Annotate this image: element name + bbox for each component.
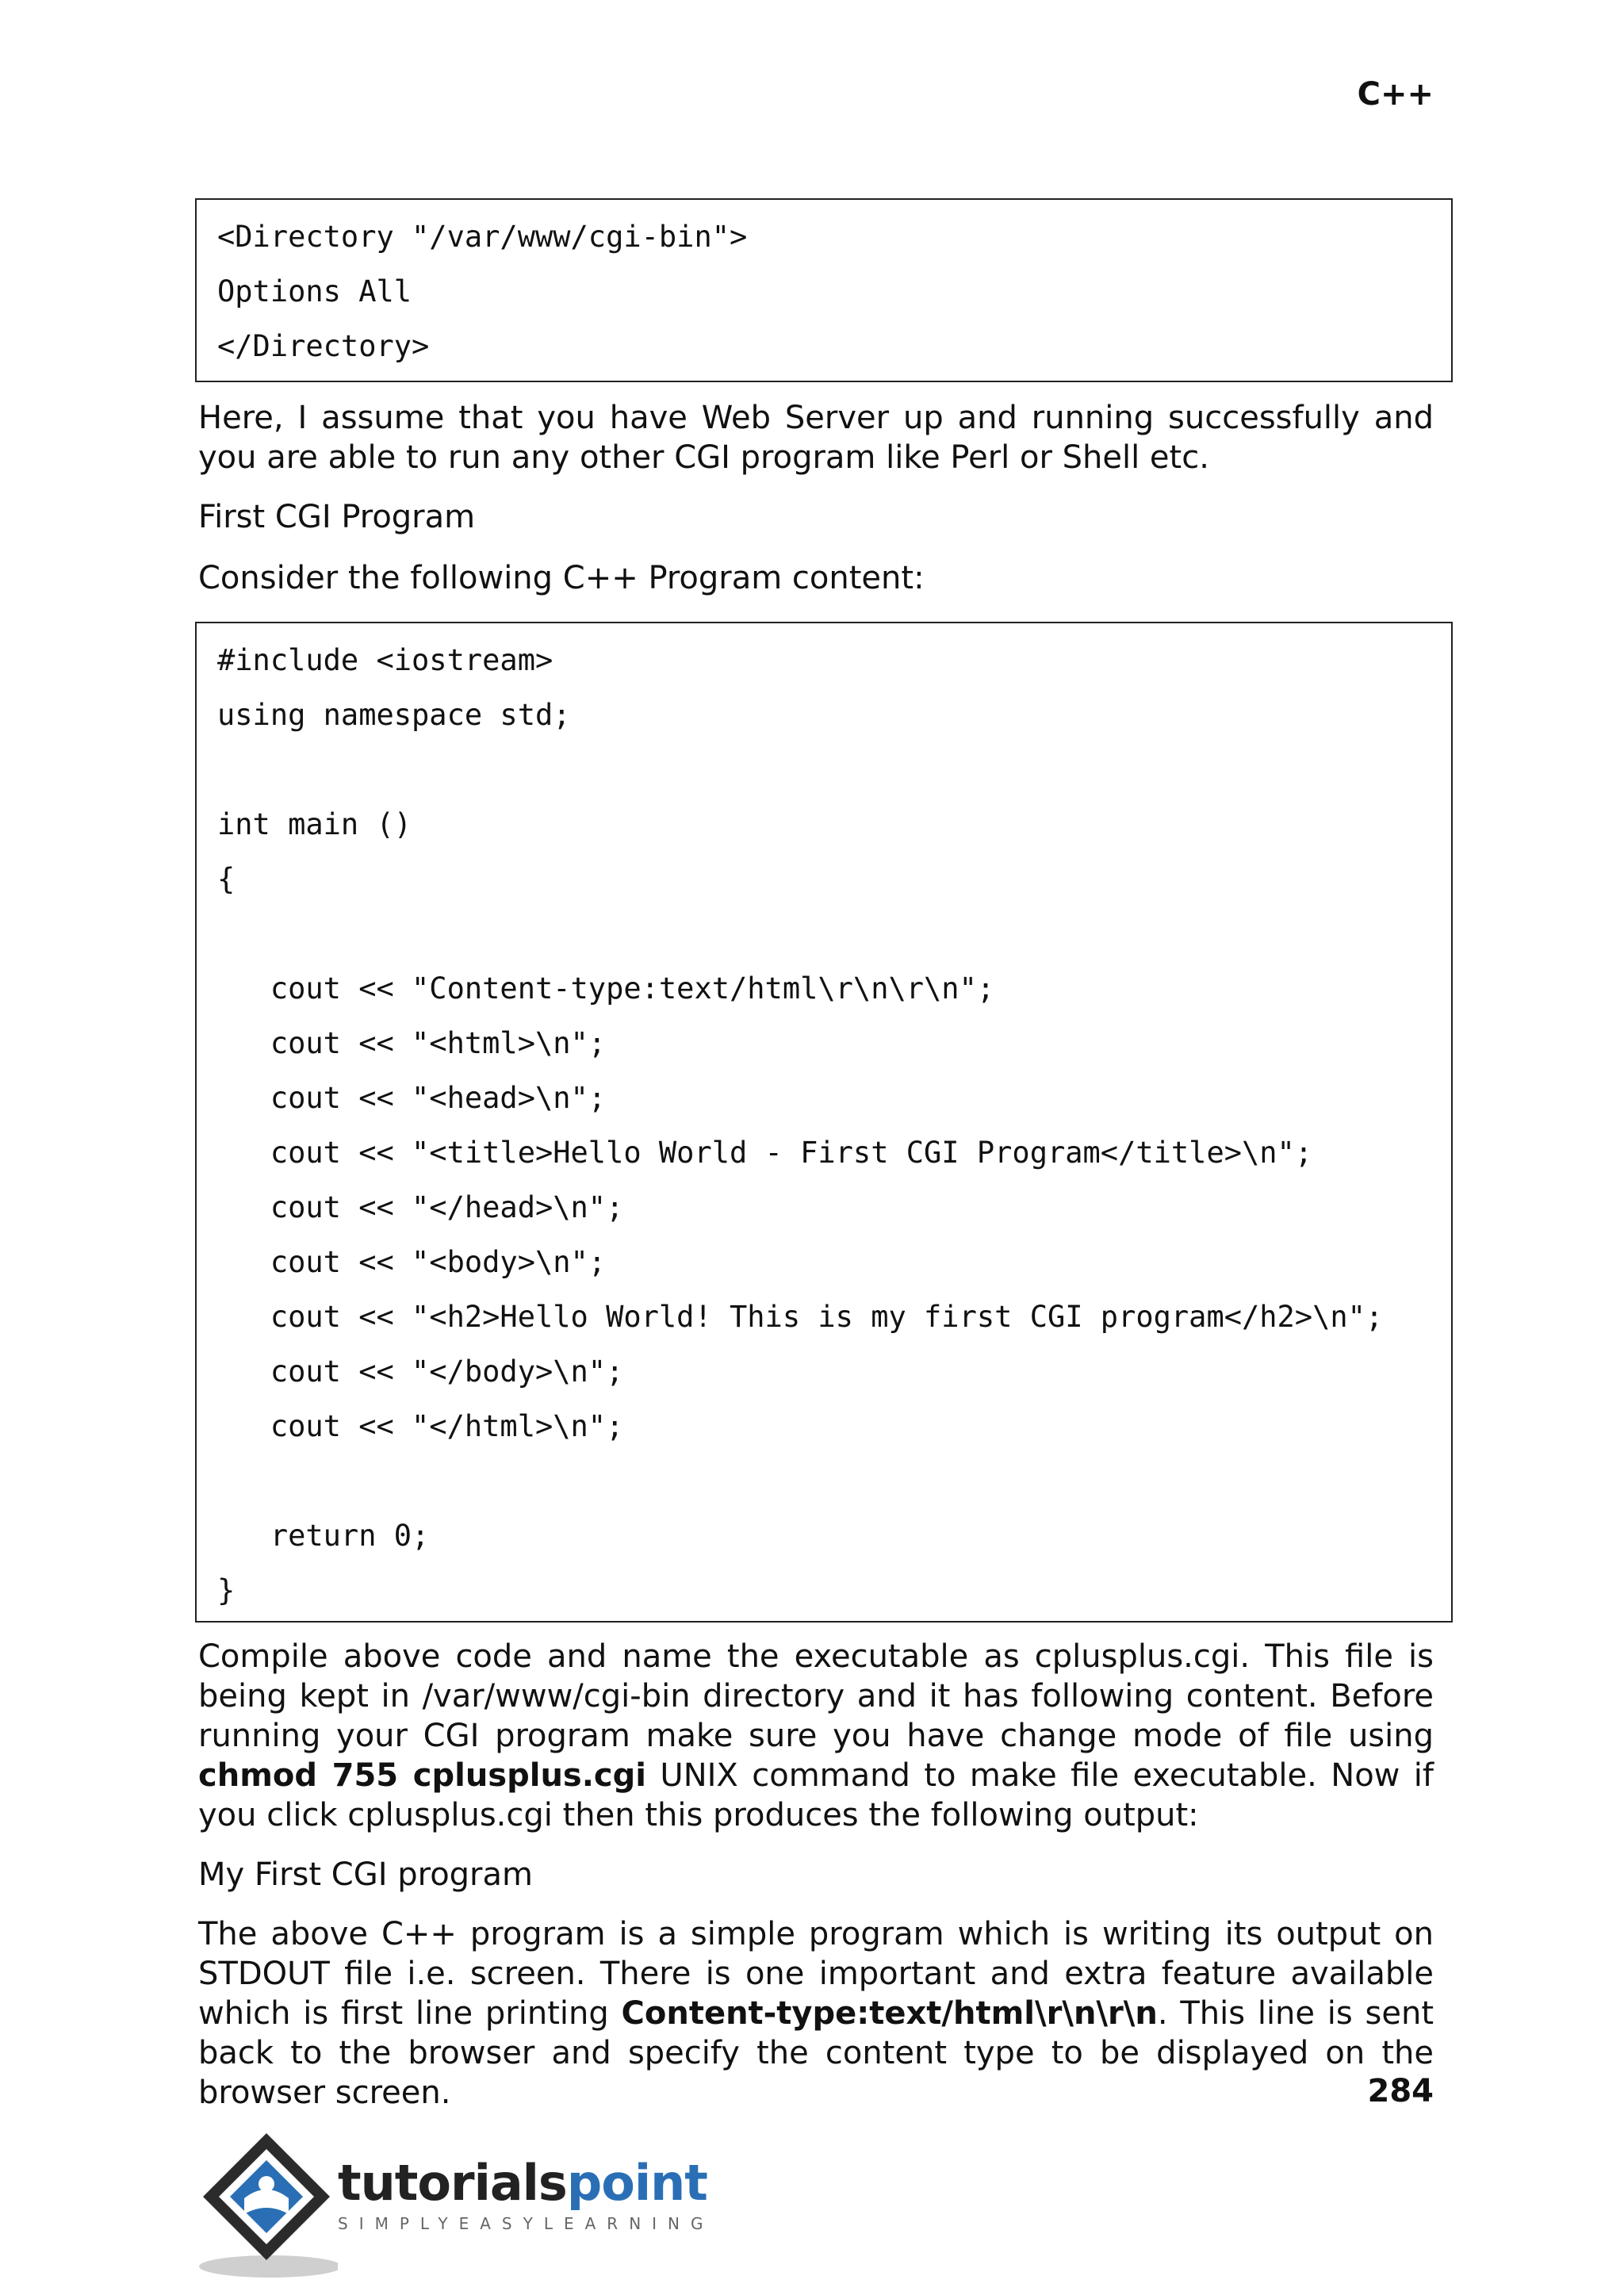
code-line: #include <iostream> (217, 643, 553, 677)
code-line (217, 742, 1451, 797)
paragraph-compile-command: chmod 755 cplusplus.cgi (198, 1757, 646, 1794)
code-line: cout << "Content-type:text/html\r\n\r\n"; (217, 971, 995, 1006)
code-line: Options All (217, 274, 412, 308)
page-header-title: C++ (1357, 76, 1434, 113)
code-line: cout << "<body>\n"; (217, 1245, 607, 1279)
code-line (217, 906, 1451, 961)
paragraph-compile-text-end: UNIX command to make file executable. Now if you click cplusplus.cgi then this produces the following output: (198, 1757, 1434, 1833)
code-line: cout << "<head>\n"; (217, 1081, 607, 1115)
paragraph-explanation-text: The above C++ program is a simple program which is writing its output on STDOUT file i.e. screen. There is one important and extra feature available which is first line printing (198, 1916, 1434, 2032)
code-line: cout << "</body>\n"; (217, 1354, 624, 1389)
code-line: cout << "<title>Hello World - First CGI Program</title>\n"; (217, 1136, 1313, 1170)
code-line: int main () (217, 807, 412, 841)
paragraph-intro: Here, I assume that you have Web Server up and running successfully and you are able to run any other CGI program like Perl or Shell etc. (198, 400, 1434, 476)
paragraph-explanation-code: Content-type:text/html\r\n\r\n (621, 1995, 1158, 2032)
code-line: cout << "<html>\n"; (217, 1026, 607, 1060)
code-line: { (217, 862, 236, 896)
logo-wordmark (338, 2154, 707, 2212)
code-line: return 0; (217, 1519, 430, 1553)
paragraph-consider: Consider the following C++ Program content: (198, 560, 925, 596)
code-block-cpp-program (195, 622, 1453, 1623)
code-block-directory (195, 198, 1453, 382)
output-text: My First CGI program (198, 1856, 533, 1893)
code-line: <Directory "/var/www/cgi-bin"> (217, 220, 748, 254)
heading-first-cgi-program: First CGI Program (198, 499, 476, 535)
logo-word-tutorials: tutorials (338, 2154, 567, 2212)
code-line (217, 1454, 1451, 1508)
paragraph-compile (198, 1637, 1434, 1835)
paragraph-explanation (198, 1914, 1434, 2113)
paragraph-compile-text: Compile above code and name the executable as cplusplus.cgi. This file is being kept in /var/www/cgi-bin directory and it has following content. Before running your CGI program make sure you have change mode of file using (198, 1638, 1434, 1754)
logo-tagline: SIMPLYEASYLEARNING (338, 2214, 714, 2233)
code-line: cout << "</head>\n"; (217, 1190, 624, 1224)
logo-word-point: point (566, 2154, 707, 2212)
logo-mark-icon (195, 2125, 338, 2284)
tutorialspoint-logo (195, 2125, 714, 2284)
code-line: cout << "</html>\n"; (217, 1409, 624, 1443)
code-line: } (217, 1573, 236, 1607)
paragraph-explanation-text-end: . This line is sent back to the browser and specify the content type to be displayed on the browser screen. (198, 1995, 1434, 2111)
page-number: 284 (1367, 2073, 1434, 2109)
code-line: </Directory> (217, 329, 430, 363)
code-line: using namespace std; (217, 698, 571, 732)
code-line: cout << "<h2>Hello World! This is my first CGI program</h2>\n"; (217, 1300, 1384, 1334)
